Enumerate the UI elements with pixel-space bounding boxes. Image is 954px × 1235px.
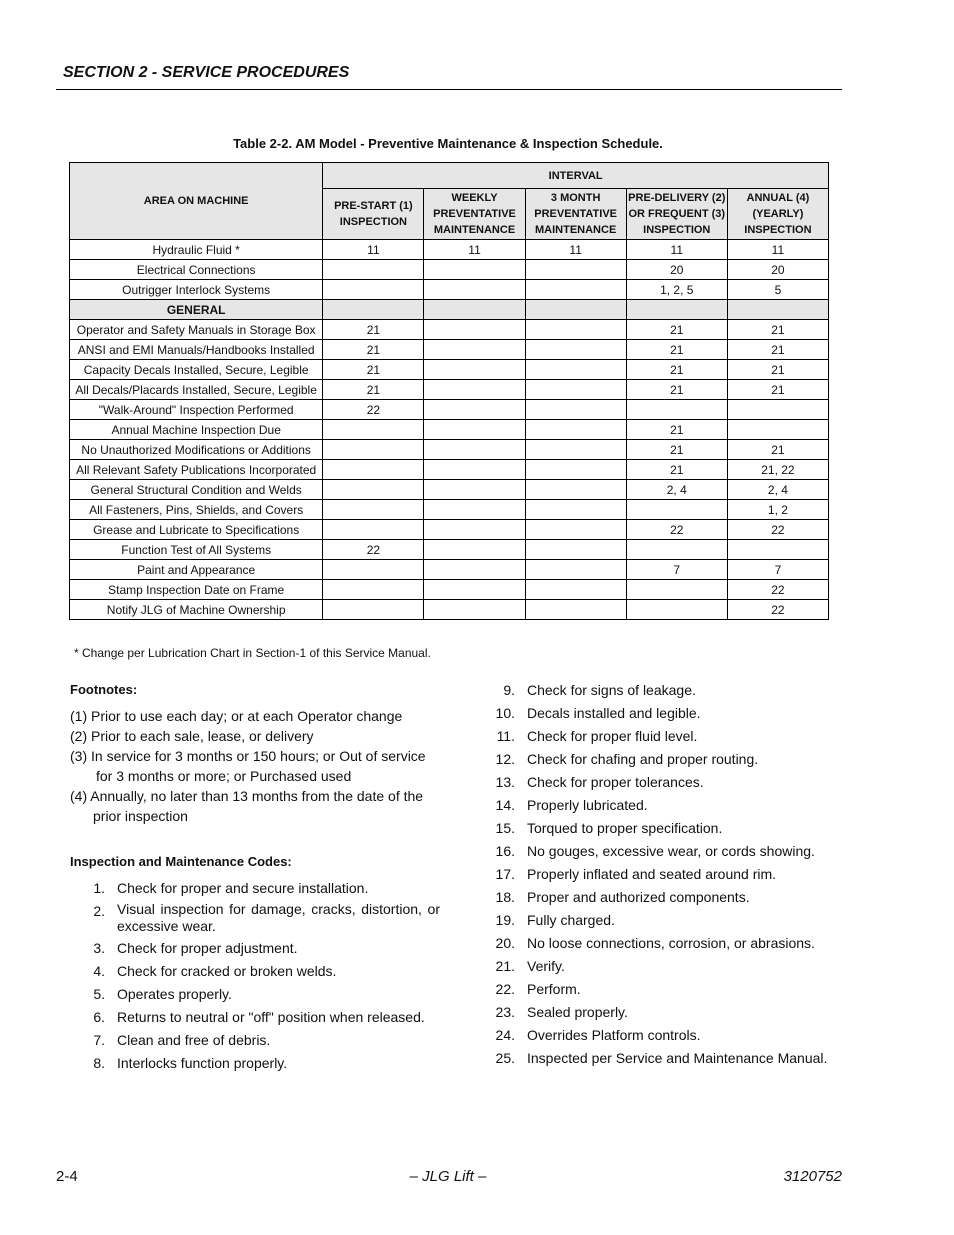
code-number: 12. [495, 751, 515, 767]
interval-column-header [626, 189, 727, 240]
table-row [70, 260, 829, 280]
code-item [480, 703, 860, 723]
column-header-line: WEEKLY [451, 192, 498, 204]
footnote-item [70, 786, 440, 826]
table-row [70, 520, 829, 540]
code-cell [525, 400, 626, 420]
code-item [480, 979, 860, 999]
column-header-line: MAINTENANCE [535, 224, 617, 236]
code-text: Decals installed and legible. [527, 705, 701, 721]
footnote-item [70, 726, 440, 746]
area-cell: All Relevant Safety Publications Incorporated [70, 460, 323, 480]
code-text: Check for proper adjustment. [117, 940, 298, 956]
code-cell [424, 420, 525, 440]
code-number: 2. [93, 903, 105, 919]
code-cell: 7 [626, 560, 727, 580]
code-number: 9. [503, 682, 515, 698]
code-cell [424, 300, 525, 320]
code-cell [323, 600, 424, 620]
code-item [480, 772, 860, 792]
code-text: Interlocks function properly. [117, 1055, 288, 1071]
code-item [70, 1030, 440, 1050]
code-text: Inspected per Service and Maintenance Manual. [527, 1050, 828, 1066]
code-cell: 22 [727, 580, 828, 600]
footnote-line: prior inspection [93, 808, 188, 824]
code-cell [424, 580, 525, 600]
code-item [480, 818, 860, 838]
code-cell [626, 600, 727, 620]
code-cell [525, 260, 626, 280]
code-cell: 11 [626, 240, 727, 260]
code-cell [424, 500, 525, 520]
code-cell: 11 [525, 240, 626, 260]
code-item [480, 910, 860, 930]
area-cell: Capacity Decals Installed, Secure, Legible [70, 360, 323, 380]
code-text: No loose connections, corrosion, or abrasions. [527, 935, 815, 951]
code-cell [424, 320, 525, 340]
footnote-line: (3) In service for 3 months or 150 hours; or Out of service [70, 748, 426, 764]
table-row [70, 500, 829, 520]
footnote-line: for 3 months or more; or Purchased used [96, 768, 352, 784]
code-cell: 22 [727, 520, 828, 540]
code-cell: 1, 2 [727, 500, 828, 520]
code-text: Properly inflated and seated around rim. [527, 866, 777, 882]
code-cell: 21 [323, 360, 424, 380]
code-cell: 2, 4 [626, 480, 727, 500]
footer-brand: – JLG Lift – [409, 1168, 487, 1185]
code-item [480, 956, 860, 976]
code-cell: 21 [626, 340, 727, 360]
left-column [70, 680, 440, 1076]
code-cell [626, 300, 727, 320]
code-cell: 21, 22 [727, 460, 828, 480]
code-number: 16. [495, 843, 515, 859]
code-text: Check for chafing and proper routing. [527, 751, 759, 767]
code-cell: 1, 2, 5 [626, 280, 727, 300]
code-cell [424, 360, 525, 380]
area-cell: All Decals/Placards Installed, Secure, Legible [70, 380, 323, 400]
column-header-line: MAINTENANCE [433, 224, 516, 236]
code-item [70, 1007, 440, 1027]
area-cell: Operator and Safety Manuals in Storage Box [70, 320, 323, 340]
page-number: 2-4 [56, 1168, 78, 1185]
area-cell: Grease and Lubricate to Specifications [70, 520, 323, 540]
code-item [480, 795, 860, 815]
code-number: 24. [495, 1027, 515, 1043]
code-cell: 11 [323, 240, 424, 260]
table-note: * Change per Lubrication Chart in Section-1 of this Service Manual. [74, 646, 431, 660]
code-cell [525, 300, 626, 320]
code-text: Proper and authorized components. [527, 889, 750, 905]
code-cell: 22 [727, 600, 828, 620]
table-row [70, 480, 829, 500]
column-header-line: PREVENTATIVE [534, 208, 617, 220]
code-text: Visual inspection for damage, cracks, distortion, or excessive wear. [117, 901, 440, 934]
area-cell: Electrical Connections [70, 260, 323, 280]
table-row [70, 600, 829, 620]
code-cell [424, 260, 525, 280]
code-cell [525, 540, 626, 560]
code-cell [424, 480, 525, 500]
code-cell: 20 [727, 260, 828, 280]
column-header-line: PRE-DELIVERY (2) [628, 192, 726, 204]
code-cell [525, 360, 626, 380]
code-cell: 21 [626, 320, 727, 340]
code-cell [323, 300, 424, 320]
footnote-item [70, 746, 440, 786]
code-cell: 21 [727, 320, 828, 340]
table-row [70, 380, 829, 400]
area-cell: Function Test of All Systems [70, 540, 323, 560]
code-cell [424, 520, 525, 540]
code-cell [727, 420, 828, 440]
code-cell [424, 460, 525, 480]
column-header-line: INSPECTION [643, 224, 711, 236]
code-number: 11. [496, 728, 515, 744]
code-item [480, 933, 860, 953]
table-row [70, 420, 829, 440]
code-cell [525, 460, 626, 480]
area-cell: Paint and Appearance [70, 560, 323, 580]
column-header-line: INSPECTION [339, 216, 407, 228]
code-cell [727, 300, 828, 320]
code-item [480, 887, 860, 907]
table-row [70, 320, 829, 340]
code-cell [727, 540, 828, 560]
code-item [70, 961, 440, 981]
interval-column-header [424, 189, 525, 240]
code-cell [424, 560, 525, 580]
table-row [70, 540, 829, 560]
code-cell: 21 [727, 440, 828, 460]
code-cell [626, 400, 727, 420]
code-cell [727, 400, 828, 420]
code-cell [424, 540, 525, 560]
code-number: 3. [93, 940, 105, 956]
column-header-line: INSPECTION [744, 224, 812, 236]
column-header-line: PREVENTATIVE [433, 208, 516, 220]
doc-number: 3120752 [783, 1168, 842, 1185]
code-cell [323, 500, 424, 520]
area-cell: Notify JLG of Machine Ownership [70, 600, 323, 620]
area-cell: Annual Machine Inspection Due [70, 420, 323, 440]
area-cell: Stamp Inspection Date on Frame [70, 580, 323, 600]
table-row [70, 280, 829, 300]
code-cell [525, 340, 626, 360]
code-cell: 21 [626, 460, 727, 480]
area-header: AREA ON MACHINE [70, 163, 323, 240]
footnote-line: (2) Prior to each sale, lease, or delivery [70, 728, 314, 744]
code-text: Check for proper tolerances. [527, 774, 704, 790]
code-cell [525, 420, 626, 440]
footnote-line: (1) Prior to use each day; or at each Operator change [70, 708, 403, 724]
table-row [70, 460, 829, 480]
code-text: Properly lubricated. [527, 797, 648, 813]
code-cell: 21 [626, 420, 727, 440]
footnotes-list [70, 706, 440, 826]
code-number: 14. [495, 797, 515, 813]
code-number: 22. [495, 981, 515, 997]
area-cell: ANSI and EMI Manuals/Handbooks Installed [70, 340, 323, 360]
area-cell: Hydraulic Fluid * [70, 240, 323, 260]
code-text: Check for proper and secure installation. [117, 880, 369, 896]
code-text: Verify. [527, 958, 565, 974]
code-number: 18. [495, 889, 515, 905]
area-cell: General Structural Condition and Welds [70, 480, 323, 500]
code-text: Returns to neutral or "off" position when released. [117, 1009, 425, 1025]
area-cell: Outrigger Interlock Systems [70, 280, 323, 300]
code-cell [424, 380, 525, 400]
code-cell: 22 [323, 400, 424, 420]
code-cell: 11 [727, 240, 828, 260]
code-cell: 21 [727, 360, 828, 380]
code-cell: 11 [424, 240, 525, 260]
code-number: 10. [495, 705, 515, 721]
codes-title: Inspection and Maintenance Codes: [70, 854, 292, 869]
code-cell: 2, 4 [727, 480, 828, 500]
column-header-line: 3 MONTH [550, 192, 601, 204]
code-cell: 21 [727, 380, 828, 400]
code-text: Fully charged. [527, 912, 615, 928]
table-title: Table 2-2. AM Model - Preventive Maintenance & Inspection Schedule. [233, 136, 663, 151]
code-cell [323, 280, 424, 300]
code-cell: 7 [727, 560, 828, 580]
code-cell: 21 [626, 360, 727, 380]
code-text: Clean and free of debris. [117, 1032, 271, 1048]
code-item [480, 680, 860, 700]
code-item [70, 984, 440, 1004]
code-cell [525, 600, 626, 620]
interval-column-header [525, 189, 626, 240]
code-cell [323, 440, 424, 460]
code-number: 21. [495, 958, 515, 974]
column-header-line: PRE-START (1) [334, 200, 413, 212]
header-rule [56, 89, 842, 90]
code-number: 23. [495, 1004, 515, 1020]
interval-column-header [727, 189, 828, 240]
code-number: 6. [93, 1009, 105, 1025]
code-number: 13. [495, 774, 515, 790]
table-section-row [70, 300, 829, 320]
code-cell [424, 340, 525, 360]
code-cell [525, 280, 626, 300]
code-text: Check for proper fluid level. [527, 728, 698, 744]
code-item [70, 1053, 440, 1073]
code-cell [424, 280, 525, 300]
code-cell [424, 600, 525, 620]
code-cell [626, 580, 727, 600]
codes-list-left [70, 878, 440, 1073]
code-cell [525, 580, 626, 600]
code-cell [525, 320, 626, 340]
code-item [480, 1002, 860, 1022]
code-cell [323, 420, 424, 440]
code-number: 8. [93, 1055, 105, 1071]
code-cell [525, 520, 626, 540]
column-header-line: OR FREQUENT (3) [628, 208, 726, 220]
code-item [70, 938, 440, 958]
code-cell [626, 500, 727, 520]
codes-list-right [480, 680, 860, 1068]
code-number: 15. [495, 820, 515, 836]
code-item [70, 878, 440, 898]
code-cell [525, 560, 626, 580]
code-item [480, 726, 860, 746]
table-row [70, 580, 829, 600]
code-cell: 21 [323, 380, 424, 400]
code-cell: 21 [626, 440, 727, 460]
code-number: 20. [495, 935, 515, 951]
code-cell: 21 [727, 340, 828, 360]
footnote-line: (4) Annually, no later than 13 months from the date of the [70, 788, 424, 804]
code-cell [323, 580, 424, 600]
code-item [480, 749, 860, 769]
code-text: Perform. [527, 981, 581, 997]
code-cell [323, 560, 424, 580]
code-text: Overrides Platform controls. [527, 1027, 701, 1043]
code-cell: 22 [626, 520, 727, 540]
code-text: No gouges, excessive wear, or cords showing. [527, 843, 815, 859]
code-item [480, 864, 860, 884]
code-text: Sealed properly. [527, 1004, 628, 1020]
code-cell [525, 380, 626, 400]
code-item [70, 901, 440, 935]
code-text: Check for cracked or broken welds. [117, 963, 337, 979]
footnotes-title: Footnotes: [70, 682, 138, 697]
code-item [480, 841, 860, 861]
code-number: 17. [495, 866, 515, 882]
column-header-line: ANNUAL (4) [746, 192, 810, 204]
schedule-table [69, 162, 829, 620]
code-number: 25. [495, 1050, 515, 1066]
code-cell [323, 260, 424, 280]
section-header: SECTION 2 - SERVICE PROCEDURES [63, 64, 350, 81]
area-cell: GENERAL [70, 300, 323, 320]
code-cell [626, 540, 727, 560]
interval-column-header [323, 189, 424, 240]
code-cell [424, 400, 525, 420]
code-number: 5. [93, 986, 105, 1002]
code-cell [424, 440, 525, 460]
area-cell: "Walk-Around" Inspection Performed [70, 400, 323, 420]
code-number: 19. [495, 912, 515, 928]
table-row [70, 440, 829, 460]
column-header-line: (YEARLY) [752, 208, 804, 220]
area-cell: All Fasteners, Pins, Shields, and Covers [70, 500, 323, 520]
code-cell [323, 480, 424, 500]
code-number: 4. [93, 963, 105, 979]
right-column [480, 680, 860, 1071]
area-cell: No Unauthorized Modifications or Additions [70, 440, 323, 460]
code-cell: 20 [626, 260, 727, 280]
code-number: 1. [93, 880, 105, 896]
code-text: Torqued to proper specification. [527, 820, 723, 836]
code-cell [323, 460, 424, 480]
code-cell: 21 [626, 380, 727, 400]
code-cell: 21 [323, 340, 424, 360]
table-row [70, 400, 829, 420]
code-text: Operates properly. [117, 986, 232, 1002]
code-cell: 5 [727, 280, 828, 300]
code-cell: 22 [323, 540, 424, 560]
table-row [70, 360, 829, 380]
footnote-item [70, 706, 440, 726]
code-item [480, 1025, 860, 1045]
code-text: Check for signs of leakage. [527, 682, 696, 698]
code-cell [525, 480, 626, 500]
code-cell [525, 500, 626, 520]
interval-header: INTERVAL [323, 163, 829, 189]
code-cell: 21 [323, 320, 424, 340]
code-item [480, 1048, 860, 1068]
code-cell [323, 520, 424, 540]
code-cell [525, 440, 626, 460]
table-row [70, 240, 829, 260]
code-number: 7. [93, 1032, 105, 1048]
table-row [70, 560, 829, 580]
table-row [70, 340, 829, 360]
